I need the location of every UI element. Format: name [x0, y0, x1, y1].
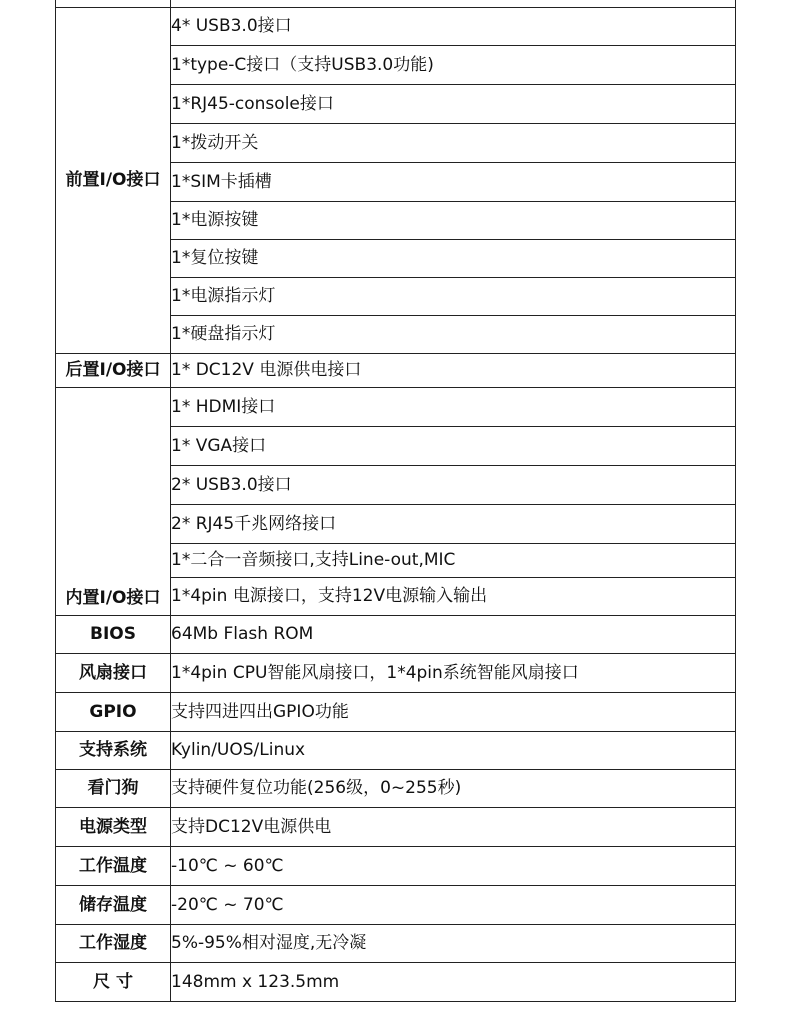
- row-value: 1*4pin 电源接口，支持12V电源输入输出: [171, 578, 736, 616]
- table-row: [56, 388, 736, 427]
- row-value: -20℃ ~ 70℃: [171, 886, 736, 925]
- row-label-watchdog: 看门狗: [56, 770, 171, 808]
- row-label-front-io: 前置I/O接口: [56, 8, 171, 354]
- row-label-bios: BIOS: [56, 616, 171, 654]
- row-label-humidity: 工作湿度: [56, 925, 171, 963]
- row-value: 支持DC12V电源供电: [171, 808, 736, 847]
- row-label-rear-io: 后置I/O接口: [56, 354, 171, 388]
- row-value: 1* HDMI接口: [171, 388, 736, 427]
- table-row: [56, 808, 736, 847]
- row-value: 1*type-C接口（支持USB3.0功能): [171, 46, 736, 85]
- row-value: 1*SIM卡插槽: [171, 163, 736, 202]
- row-value: 支持四进四出GPIO功能: [171, 693, 736, 732]
- row-value: 1*RJ45-console接口: [171, 85, 736, 124]
- row-value: 1* DC12V 电源供电接口: [171, 354, 736, 388]
- table-row: [56, 963, 736, 1002]
- row-value: 1*4pin CPU智能风扇接口，1*4pin系统智能风扇接口: [171, 654, 736, 693]
- table-row: [56, 654, 736, 693]
- row-label-os: 支持系统: [56, 732, 171, 770]
- row-value: 64Mb Flash ROM: [171, 616, 736, 654]
- row-label-gpio: GPIO: [56, 693, 171, 732]
- row-value: 5%-95%相对湿度,无冷凝: [171, 925, 736, 963]
- row-label-internal-io: 内置I/O接口: [56, 388, 171, 616]
- table-row: [56, 0, 736, 8]
- table-row: [56, 770, 736, 808]
- spec-table: [55, 0, 736, 1002]
- row-value: 2* RJ45千兆网络接口: [171, 505, 736, 544]
- table-row: [56, 925, 736, 963]
- row-value: 1*电源指示灯: [171, 278, 736, 316]
- row-label-dimensions: 尺 寸: [56, 963, 171, 1002]
- row-value: 1*电源按键: [171, 202, 736, 240]
- table-row: [56, 847, 736, 886]
- row-value: 4* USB3.0接口: [171, 8, 736, 46]
- row-value: 支持硬件复位功能(256级，0~255秒): [171, 770, 736, 808]
- row-value: -10℃ ~ 60℃: [171, 847, 736, 886]
- row-label-storage-temp: 储存温度: [56, 886, 171, 925]
- row-label-fan: 风扇接口: [56, 654, 171, 693]
- row-value: 1*复位按键: [171, 240, 736, 278]
- row-label: [56, 0, 171, 8]
- row-value: 1* VGA接口: [171, 427, 736, 466]
- table-row: [56, 616, 736, 654]
- row-value: 2* USB3.0接口: [171, 466, 736, 505]
- row-label-operating-temp: 工作温度: [56, 847, 171, 886]
- table-row: [56, 693, 736, 732]
- row-value: 1*拨动开关: [171, 124, 736, 163]
- row-label-power-type: 电源类型: [56, 808, 171, 847]
- row-value: Kylin/UOS/Linux: [171, 732, 736, 770]
- table-row: [56, 354, 736, 388]
- row-value: 148mm x 123.5mm: [171, 963, 736, 1002]
- row-value: 1*硬盘指示灯: [171, 316, 736, 354]
- table-row: [56, 8, 736, 46]
- row-value: [171, 0, 736, 8]
- table-row: [56, 886, 736, 925]
- table-row: [56, 732, 736, 770]
- row-value: 1*二合一音频接口,支持Line-out,MIC: [171, 544, 736, 578]
